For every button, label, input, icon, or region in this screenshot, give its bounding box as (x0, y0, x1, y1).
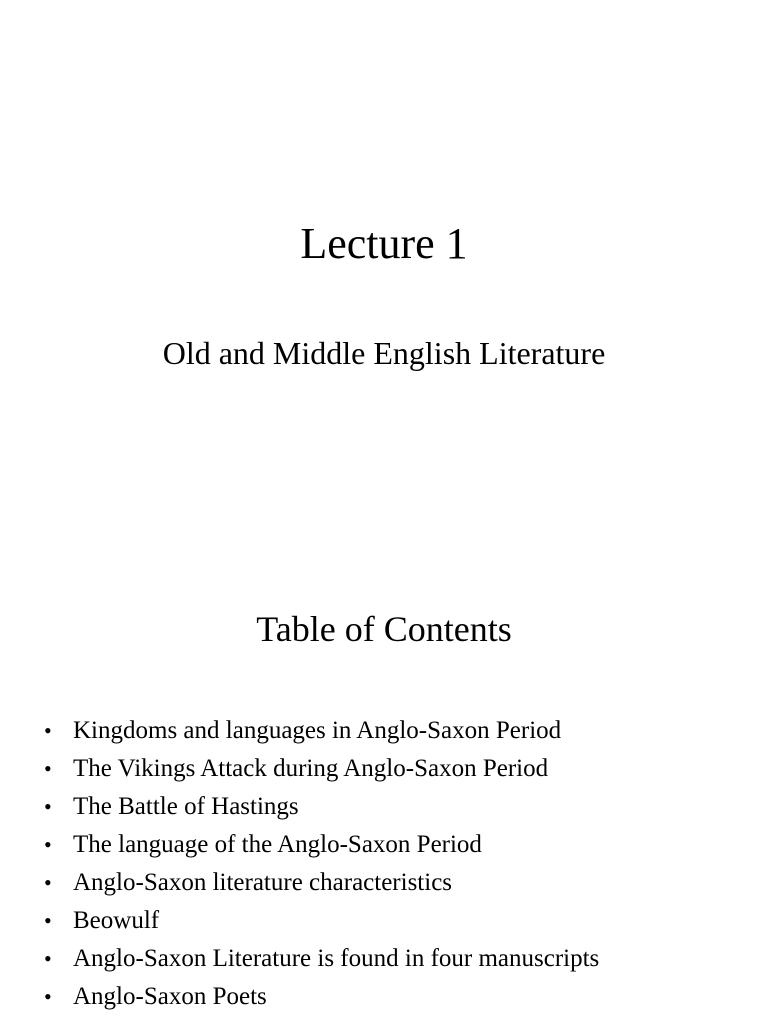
toc-item-text: The Battle of Hastings (73, 793, 299, 820)
toc-item (0, 826, 740, 864)
lecture-subtitle: Old and Middle English Literature (162, 335, 606, 371)
toc-list (0, 712, 740, 1016)
contents-slide (0, 512, 768, 1024)
toc-item (0, 940, 740, 978)
bullet-icon: • (44, 756, 52, 781)
bullet-icon: • (44, 984, 52, 1009)
toc-item-text: Anglo-Saxon literature characteristics (73, 869, 453, 896)
toc-item-text: Beowulf (73, 907, 160, 934)
toc-item (0, 788, 740, 826)
bullet-icon: • (44, 794, 52, 819)
lecture-title: Lecture 1 (300, 219, 468, 268)
bullet-icon: • (44, 908, 52, 933)
bullet-icon: • (44, 870, 52, 895)
toc-item-text: The language of the Anglo-Saxon Period (73, 831, 482, 858)
toc-item-text: Anglo-Saxon Poets (73, 983, 267, 1010)
toc-item (0, 712, 740, 750)
toc-item-text: Anglo-Saxon Literature is found in four manuscripts (73, 945, 600, 972)
bullet-icon: • (44, 946, 52, 971)
toc-item (0, 864, 740, 902)
toc-item (0, 978, 740, 1016)
toc-title: Table of Contents (256, 609, 512, 649)
toc-item-text: The Vikings Attack during Anglo-Saxon Period (73, 755, 549, 782)
bullet-icon: • (44, 718, 52, 743)
toc-item-text: Kingdoms and languages in Anglo-Saxon Period (73, 717, 562, 744)
bullet-icon: • (44, 832, 52, 857)
toc-item (0, 902, 740, 940)
toc-item (0, 750, 740, 788)
